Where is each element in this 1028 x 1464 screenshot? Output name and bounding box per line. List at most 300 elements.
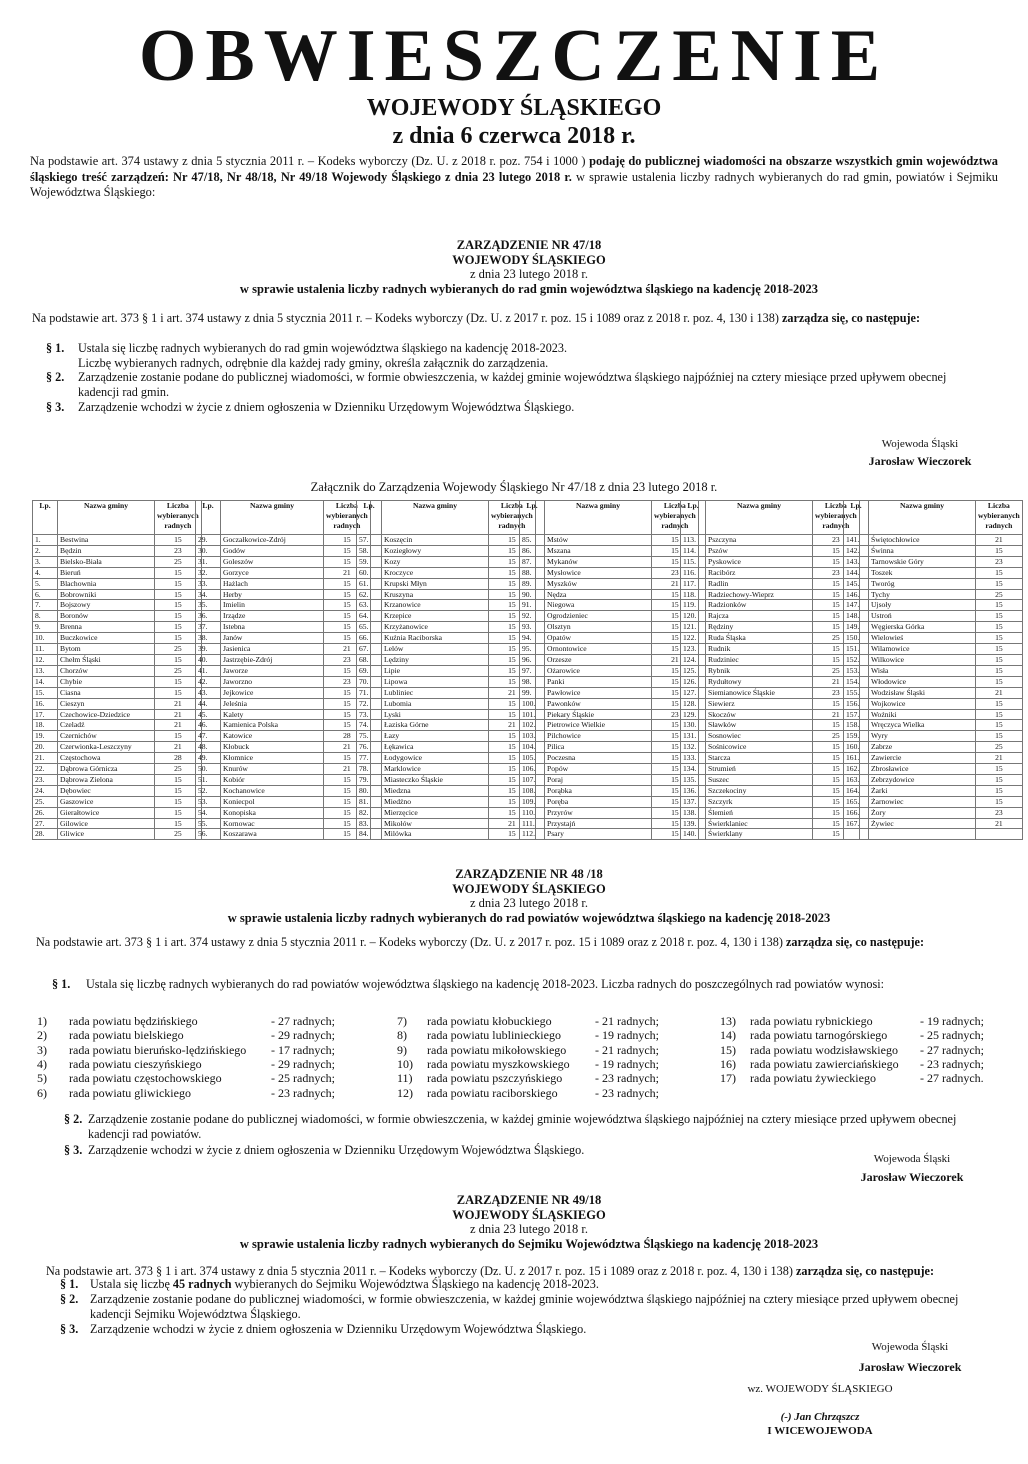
councillor-count: 15 [652,764,699,775]
row-number: 9. [33,622,58,633]
z49-signature-role: Wojewoda Śląski [871,1341,949,1353]
councillor-count: 15 [155,731,202,742]
councillor-count: 15 [324,829,371,840]
table-row [844,567,1023,578]
municipality-name: Bojszowy [58,600,155,611]
table-row [33,665,202,676]
row-number: 89. [520,578,545,589]
annex-table-column-5 [680,500,860,840]
county-council-name: rada powiatu kłobuckiego [427,1014,552,1028]
table-row [520,818,699,829]
z47-p2-number: § 2. [46,370,65,384]
z48-date: z dnia 23 lutego 2018 r. [469,896,589,910]
councillor-count: 15 [155,796,202,807]
z47-p3-number: § 3. [46,400,65,414]
councillor-count: 15 [652,589,699,600]
municipality-name: Jasienica [221,644,324,655]
municipality-name: Zabrze [869,742,976,753]
z47-para-1 [46,341,976,370]
table-row [357,796,536,807]
table-row [33,774,202,785]
table-row [520,567,699,578]
municipality-name: Będzin [58,545,155,556]
row-number: 85. [520,535,545,546]
municipality-name: Buczkowice [58,633,155,644]
municipality-name: Bobrowniki [58,589,155,600]
closing-deputy-line: wz. WOJEWODY ŚLĄSKIEGO [747,1383,893,1395]
councillor-count: 15 [813,796,860,807]
county-councillor-count: - 23 radnych; [595,1071,659,1086]
councillor-count: 15 [652,796,699,807]
municipality-name: Szczekociny [706,785,813,796]
empty-cell [976,829,1023,840]
table-row [520,676,699,687]
row-number: 77. [357,753,382,764]
row-number: 52. [196,785,221,796]
table-row [520,720,699,731]
table-row [520,545,699,556]
municipality-name: Czechowice-Dziedzice [58,709,155,720]
table-row [844,644,1023,655]
table-row [681,753,860,764]
councillor-count: 15 [155,774,202,785]
list-item [720,1057,1020,1071]
councillor-count: 15 [489,600,536,611]
row-number: 119. [681,600,706,611]
row-number: 60. [357,567,382,578]
row-number: 163. [844,774,869,785]
z47-p3-text: Zarządzenie wchodzi w życie z dniem ogłoszenia w Dzienniku Urzędowym Województwa Śląskiego. [78,400,575,414]
county-councillor-count: - 17 radnych; [271,1042,335,1057]
municipality-name: Janów [221,633,324,644]
row-number: 67. [357,644,382,655]
row-number: 42. [196,676,221,687]
row-number: 130. [681,720,706,731]
row-number: 45. [196,709,221,720]
intro-text: Na podstawie art. 374 ustawy z dnia 5 stycznia 2011 r. – Kodeks wyborczy (Dz. U. z 2018 r. poz. 754 i 1000 ) [30,154,586,168]
municipality-name: Krupski Młyn [382,578,489,589]
table-row [520,535,699,546]
county-number: 15) [720,1042,736,1057]
municipality-name: Częstochowa [58,753,155,764]
councillor-count: 15 [652,611,699,622]
z48-subject: w sprawie ustalenia liczby radnych wybieranych do rad powiatów województwa śląskiego na kadencję 2018-2023 [227,910,831,925]
intro-bold-text: podaję do publicznej wiadomości na obszarze wszystkich gmin województwa śląskiego treść zarządzeń: Nr 47/18, Nr 48/18, Nr 49/18 Wojewody Śląskiego z dnia 23 lutego 2018 r. [30,154,998,184]
table-row [196,622,371,633]
table-row [357,764,536,775]
councillor-count: 25 [155,829,202,840]
municipality-name: Wodzisław Śląski [869,687,976,698]
table-row [681,774,860,785]
municipality-name: Pawonków [545,698,652,709]
list-item [37,1086,337,1100]
councillor-count: 21 [489,818,536,829]
councillor-count: 21 [489,687,536,698]
row-number: 108. [520,785,545,796]
councillor-count: 15 [652,633,699,644]
annex-header-name: Nazwa gminy [382,501,489,535]
table-row [33,567,202,578]
municipality-name: Chorzów [58,665,155,676]
municipality-name: Strumień [706,764,813,775]
table-row [844,535,1023,546]
municipality-name: Popów [545,764,652,775]
municipality-name: Rudziniec [706,654,813,665]
councillor-count: 15 [652,785,699,796]
councillor-count: 15 [976,676,1023,687]
row-number: 152. [844,654,869,665]
councillor-count: 15 [976,654,1023,665]
row-number: 101. [520,709,545,720]
municipality-name: Irządze [221,611,324,622]
municipality-name: Tarnowskie Góry [869,556,976,567]
table-row [844,731,1023,742]
municipality-name: Sośnicowice [706,742,813,753]
councillor-count: 15 [813,774,860,785]
table-row [681,720,860,731]
row-number: 1. [33,535,58,546]
row-number: 82. [357,807,382,818]
municipality-name: Psary [545,829,652,840]
table-row [844,665,1023,676]
councillor-count: 25 [155,764,202,775]
row-number: 83. [357,818,382,829]
table-row [357,644,536,655]
row-number: 38. [196,633,221,644]
municipality-name: Lyski [382,709,489,720]
councillor-count: 15 [155,633,202,644]
councillor-count: 15 [155,818,202,829]
county-councillor-count: - 23 radnych; [920,1056,984,1071]
municipality-name: Radzionków [706,600,813,611]
municipality-name: Łękawica [382,742,489,753]
table-row [357,578,536,589]
list-item [397,1028,697,1042]
county-number: 9) [397,1042,407,1057]
municipality-name: Wisła [869,665,976,676]
county-council-name: rada powiatu tarnogórskiego [750,1028,888,1043]
row-number: 23. [33,774,58,785]
annex-header-name: Nazwa gminy [221,501,324,535]
municipality-name: Toszek [869,567,976,578]
county-councillor-count: - 27 radnych; [920,1042,984,1057]
municipality-name: Ożarowice [545,665,652,676]
table-row [196,709,371,720]
z48-basis-bold: zarządza się, co następuje: [785,935,925,949]
table-row [196,807,371,818]
councillor-count: 15 [813,589,860,600]
row-number: 5. [33,578,58,589]
list-item [37,1071,337,1085]
z49-p1-count: 45 radnych [172,1277,232,1291]
county-councillor-count: - 23 radnych; [271,1085,335,1100]
municipality-name: Koniecpol [221,796,324,807]
table-row [681,764,860,775]
row-number: 58. [357,545,382,556]
municipality-name: Poręba [545,796,652,807]
z47-basis-text: Na podstawie art. 373 § 1 i art. 374 ustawy z dnia 5 stycznia 2011 r. – Kodeks wyborczy (Dz. U. z 2017 r. poz. 15 i 1089 oraz z 2018 r. poz. 4, 130 i 138) [32,311,779,325]
councillor-count: 21 [324,742,371,753]
row-number: 49. [196,753,221,764]
z47-p1-text: Ustala się liczbę radnych wybieranych do rad gmin województwa śląskiego na kadencję 2018-2023. [78,341,568,355]
table-row [196,611,371,622]
z48-title: ZARZĄDZENIE NR 48 /18 [455,867,603,881]
annex-header-count: Liczba wybieranych radnych [813,501,860,535]
z49-p1-text-a: Ustala się liczbę [90,1277,170,1291]
row-number: 11. [33,644,58,655]
row-number: 55. [196,818,221,829]
municipality-name: Kroczyce [382,567,489,578]
row-number: 88. [520,567,545,578]
councillor-count: 23 [324,654,371,665]
county-councillor-count: - 29 radnych; [271,1056,335,1071]
table-row [520,807,699,818]
municipality-name: Mierzęcice [382,807,489,818]
councillor-count: 15 [652,742,699,753]
county-number: 10) [397,1056,413,1071]
table-row [681,545,860,556]
table-row [681,829,860,840]
municipality-name: Racibórz [706,567,813,578]
table-row [357,731,536,742]
row-number: 110. [520,807,545,818]
row-number: 44. [196,698,221,709]
row-number: 124. [681,654,706,665]
row-number: 30. [196,545,221,556]
councillor-count: 15 [813,578,860,589]
z48-header [0,867,1028,925]
row-number: 36. [196,611,221,622]
table-row [357,611,536,622]
councillor-count: 15 [324,622,371,633]
z48-org: WOJEWODY ŚLĄSKIEGO [452,881,606,896]
councillor-count: 15 [976,731,1023,742]
annex-header-count: Liczba wybieranych radnych [652,501,699,535]
county-councillor-count: - 21 radnych; [595,1014,659,1028]
annex-header-lp: Lp. [520,501,545,535]
councillor-count: 15 [155,578,202,589]
z48-signature [822,1152,1002,1184]
table-row [357,676,536,687]
row-number: 93. [520,622,545,633]
row-number: 142. [844,545,869,556]
councillor-count: 15 [976,774,1023,785]
z47-org: WOJEWODY ŚLĄSKIEGO [452,252,606,267]
councillor-count: 15 [155,611,202,622]
table-row [681,785,860,796]
municipality-name: Chełm Śląski [58,654,155,665]
county-council-name: rada powiatu mikołowskiego [427,1042,567,1057]
municipality-name: Bieruń [58,567,155,578]
municipality-name: Lelów [382,644,489,655]
councillor-count: 15 [976,698,1023,709]
county-council-name: rada powiatu gliwickiego [69,1085,191,1100]
row-number: 21. [33,753,58,764]
z47-basis [32,311,1012,326]
municipality-name: Boronów [58,611,155,622]
councillor-count: 15 [324,578,371,589]
table-row [33,644,202,655]
table-row [681,567,860,578]
councillor-count: 15 [324,807,371,818]
row-number: 156. [844,698,869,709]
table-row [844,600,1023,611]
municipality-name: Rydułtowy [706,676,813,687]
councillor-count: 23 [813,535,860,546]
municipality-name: Jeleśnia [221,698,324,709]
table-row [520,709,699,720]
table-row [196,567,371,578]
z49-p3-text: Zarządzenie wchodzi w życie z dniem ogłoszenia w Dzienniku Urzędowym Województwa Śląskiego. [90,1322,587,1336]
councillor-count: 15 [813,698,860,709]
table-row [681,556,860,567]
table-row [33,589,202,600]
z47-p1b-text: Liczbę wybieranych radnych, odrębnie dla każdej rady gminy, określa załącznik do zarządzenia. [78,355,549,370]
row-number: 91. [520,600,545,611]
row-number: 127. [681,687,706,698]
councillor-count: 25 [976,589,1023,600]
table-row [520,556,699,567]
table-row [33,611,202,622]
councillor-count: 15 [976,611,1023,622]
annex-table-column-6 [843,500,1023,840]
councillor-count: 15 [652,545,699,556]
row-number: 18. [33,720,58,731]
councillor-count: 15 [324,633,371,644]
municipality-name: Gorzyce [221,567,324,578]
councillor-count: 15 [489,753,536,764]
municipality-name: Istebna [221,622,324,633]
municipality-name: Kochanowice [221,785,324,796]
councillor-count: 23 [652,709,699,720]
councillor-count: 15 [489,644,536,655]
row-number: 167. [844,818,869,829]
municipality-name: Bytom [58,644,155,655]
table-row [844,709,1023,720]
table-row [844,578,1023,589]
row-number: 123. [681,644,706,655]
municipality-name: Żory [869,807,976,818]
municipality-name: Piekary Śląskie [545,709,652,720]
row-number: 78. [357,764,382,775]
councillor-count: 15 [976,796,1023,807]
municipality-name: Siemianowice Śląskie [706,687,813,698]
row-number: 80. [357,785,382,796]
councillor-count: 21 [324,644,371,655]
row-number: 102. [520,720,545,731]
table-row [844,764,1023,775]
z47-para-3 [46,400,976,415]
row-number: 139. [681,818,706,829]
row-number: 16. [33,698,58,709]
councillor-count: 15 [652,535,699,546]
row-number: 154. [844,676,869,687]
table-row [357,633,536,644]
table-row [681,731,860,742]
municipality-name: Katowice [221,731,324,742]
municipality-name: Włodowice [869,676,976,687]
municipality-name: Koziegłowy [382,545,489,556]
annex-table-column-4 [519,500,699,840]
councillor-count: 21 [155,742,202,753]
municipality-name: Pszczyna [706,535,813,546]
municipality-name: Wilamowice [869,644,976,655]
z47-para-2 [46,370,976,399]
councillor-count: 15 [652,644,699,655]
row-number: 90. [520,589,545,600]
row-number: 6. [33,589,58,600]
table-row [33,687,202,698]
annex-header-name: Nazwa gminy [706,501,813,535]
councillor-count: 15 [976,567,1023,578]
councillor-count: 15 [652,818,699,829]
row-number: 26. [33,807,58,818]
annex-header-count: Liczba wybieranych radnych [489,501,536,535]
municipality-name: Jaworze [221,665,324,676]
table-row [357,600,536,611]
z48-p1-text: Ustala się liczbę radnych wybieranych do rad powiatów województwa śląskiego na kadencję 2018-2023. Liczba radnych do poszczególnych rad powiatów wynosi: [86,977,885,991]
table-row [357,665,536,676]
municipality-name: Miedzna [382,785,489,796]
municipality-name: Ciasna [58,687,155,698]
municipality-name: Kamienica Polska [221,720,324,731]
table-row [844,589,1023,600]
municipality-name: Zebrzydowice [869,774,976,785]
row-number: 166. [844,807,869,818]
table-row [681,600,860,611]
municipality-name: Ogrodzieniec [545,611,652,622]
row-number: 129. [681,709,706,720]
municipality-name: Milówka [382,829,489,840]
councillor-count: 15 [652,676,699,687]
row-number: 149. [844,622,869,633]
annex-header-name: Nazwa gminy [545,501,652,535]
row-number: 106. [520,764,545,775]
municipality-name: Starcza [706,753,813,764]
z49-signature [820,1340,1000,1374]
municipality-name: Lipowa [382,676,489,687]
table-row [520,622,699,633]
table-row [844,785,1023,796]
row-number: 73. [357,709,382,720]
table-row [520,600,699,611]
table-row [520,731,699,742]
councillor-count: 15 [324,796,371,807]
row-number: 107. [520,774,545,785]
councillor-count: 15 [155,600,202,611]
municipality-name: Świętochłowice [869,535,976,546]
municipality-name: Czeladź [58,720,155,731]
table-row [357,589,536,600]
row-number: 133. [681,753,706,764]
table-row [33,807,202,818]
councillor-count: 15 [813,654,860,665]
councillor-count: 15 [489,796,536,807]
councillor-count: 25 [155,644,202,655]
municipality-name: Rajcza [706,611,813,622]
councillor-count: 15 [155,622,202,633]
annex-title: Załącznik do Zarządzenia Wojewody Śląskiego Nr 47/18 z dnia 23 lutego 2018 r. [310,480,718,494]
row-number: 95. [520,644,545,655]
row-number: 56. [196,829,221,840]
table-row [357,556,536,567]
row-number: 125. [681,665,706,676]
list-item [397,1086,697,1100]
municipality-name: Żarki [869,785,976,796]
row-number: 32. [196,567,221,578]
row-number: 151. [844,644,869,655]
municipality-name: Suszec [706,774,813,785]
